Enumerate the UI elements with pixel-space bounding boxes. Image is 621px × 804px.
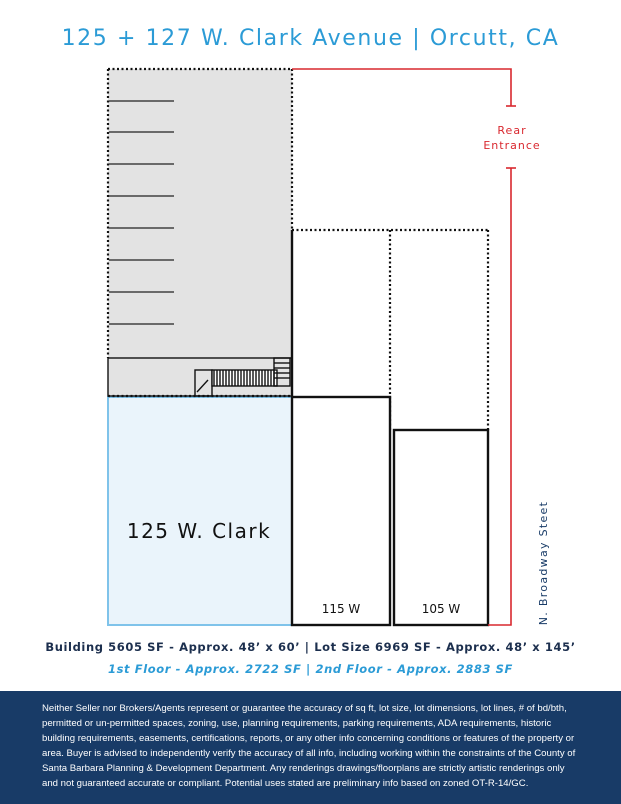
unit-105-building [394, 430, 488, 625]
rear-entrance-label-line1: Rear [497, 124, 527, 137]
parking-area [108, 69, 292, 396]
building-info: Building 5605 SF - Approx. 48’ x 60’ | Lot Size 6969 SF - Approx. 48’ x 145’ [45, 640, 576, 654]
rear-entrance-label-line2: Entrance [483, 139, 541, 152]
unit-115-label: 115 W [321, 602, 361, 616]
disclaimer-panel [0, 691, 621, 804]
floor-info: 1st Floor - Approx. 2722 SF | 2nd Floor - Approx. 2883 SF [107, 662, 514, 676]
unit-125-label: 125 W. Clark [126, 519, 272, 543]
disclaimer-text: Neither Seller nor Brokers/Agents represent or guarantee the accuracy of sq ft, lot size, lot dimensions, lot lines, # of bd/bth, permitted or un-permitted spaces, zoning, use, planning requirements, parking requirements, ADA requirements, historic building requirements, easements, certifications, reports, or any other info concerning conditions or features of the property or area. Buyer is advised to independently verify the accuracy of all info, including working within the constraints of the County of Santa Barbara Planning & Development Department. Any renderings drawings/floorplans are strictly artistic renderings only and not guaranteed accurate or compliant. Potential uses stated are preliminary info based on zoned OT-R-14/GC. [42, 703, 576, 789]
unit-105-label: 105 W [421, 602, 461, 616]
unit-115-building [292, 397, 390, 625]
unit-125-space [108, 397, 292, 625]
page-title: 125 + 127 W. Clark Avenue | Orcutt, CA [61, 26, 560, 51]
street-label: N. Broadway Steet [537, 500, 550, 626]
